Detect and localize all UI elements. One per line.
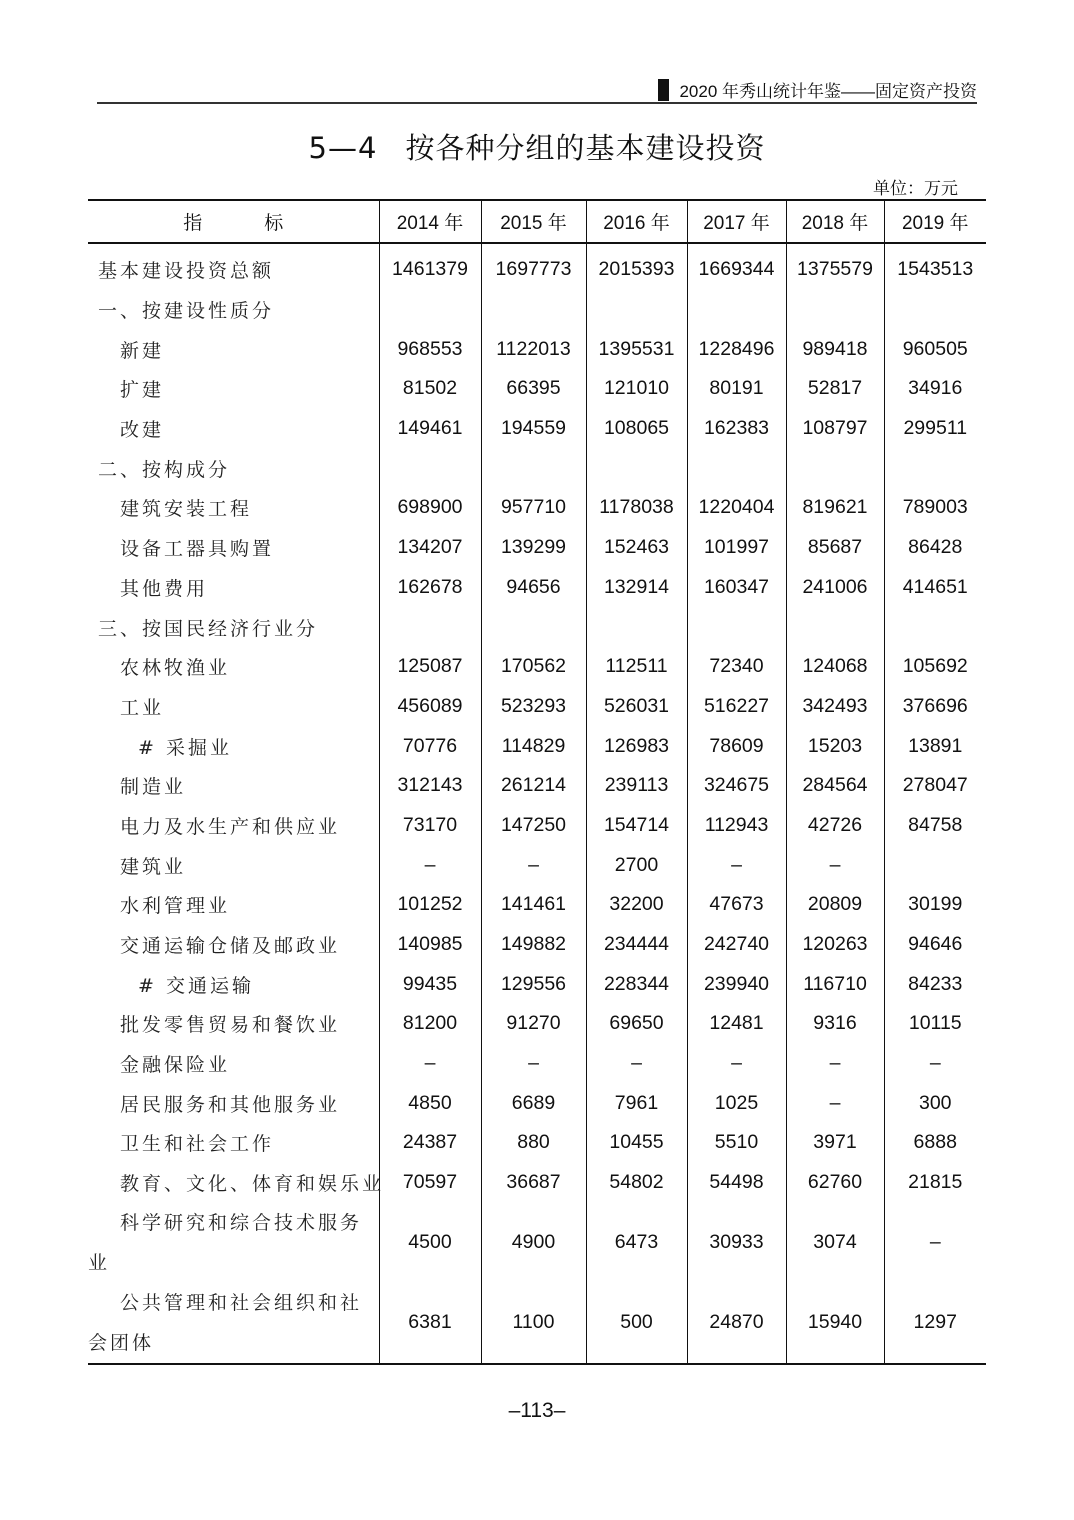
table-row: [88, 885, 986, 925]
unit-label: 单位：万元: [873, 179, 958, 199]
value-cell: 69650: [586, 1004, 687, 1044]
value-cell: 170562: [481, 647, 586, 687]
header-block-mark: [658, 79, 669, 101]
value-cell: 94656: [481, 568, 586, 608]
value-cell: 15940: [786, 1283, 884, 1364]
value-cell: –: [786, 1083, 884, 1123]
value-cell: 72340: [687, 647, 786, 687]
value-cell: 2700: [586, 845, 687, 885]
value-cell: 194559: [481, 409, 586, 449]
table-row: [88, 488, 986, 528]
value-cell: 242740: [687, 925, 786, 965]
row-label: 电力及水生产和供应业: [120, 815, 341, 838]
value-cell: 24870: [687, 1283, 786, 1364]
header-year: 2019 年: [884, 200, 986, 243]
value-cell: [586, 607, 687, 647]
value-cell: 1228496: [687, 329, 786, 369]
value-cell: 121010: [586, 369, 687, 409]
value-cell: 108797: [786, 409, 884, 449]
table-number: 5—4: [308, 131, 378, 165]
value-cell: 160347: [687, 568, 786, 608]
row-label: 制造业: [120, 776, 187, 799]
value-cell: 36687: [481, 1163, 586, 1203]
row-label-line2: 业: [88, 1251, 111, 1274]
value-cell: 12481: [687, 1004, 786, 1044]
value-cell: 86428: [884, 528, 986, 568]
value-cell: 698900: [379, 488, 481, 528]
investment-table: [88, 199, 986, 1365]
value-cell: 132914: [586, 568, 687, 608]
table-row: [88, 766, 986, 806]
row-label: [88, 1203, 379, 1283]
header-row: [88, 200, 986, 243]
value-cell: 66395: [481, 369, 586, 409]
table-row: [88, 806, 986, 846]
table-row: [88, 409, 986, 449]
value-cell: 819621: [786, 488, 884, 528]
header-year: 2015 年: [481, 200, 586, 243]
row-label: 教育、文化、体育和娱乐业: [120, 1173, 385, 1196]
table-row: [88, 726, 986, 766]
value-cell: 284564: [786, 766, 884, 806]
value-cell: 3074: [786, 1203, 884, 1283]
value-cell: 101997: [687, 528, 786, 568]
value-cell: 9316: [786, 1004, 884, 1044]
value-cell: [481, 290, 586, 330]
value-cell: 105692: [884, 647, 986, 687]
value-cell: –: [786, 845, 884, 885]
value-cell: 312143: [379, 766, 481, 806]
value-cell: 1543513: [884, 243, 986, 290]
value-cell: [481, 607, 586, 647]
table-row: [88, 243, 986, 290]
table-row: [88, 528, 986, 568]
value-cell: 125087: [379, 647, 481, 687]
value-cell: 239113: [586, 766, 687, 806]
value-cell: 162383: [687, 409, 786, 449]
value-cell: [786, 607, 884, 647]
value-cell: 1100: [481, 1283, 586, 1364]
row-label: 一、按建设性质分: [98, 300, 275, 323]
row-label: 批发零售贸易和餐饮业: [120, 1014, 341, 1037]
header-year: 2014 年: [379, 200, 481, 243]
value-cell: 81200: [379, 1004, 481, 1044]
table-title: [0, 126, 1074, 167]
value-cell: 6381: [379, 1283, 481, 1364]
value-cell: 1178038: [586, 488, 687, 528]
value-cell: 3971: [786, 1123, 884, 1163]
value-cell: 30199: [884, 885, 986, 925]
value-cell: 99435: [379, 964, 481, 1004]
running-header-text: 2020 年秀山统计年鉴——固定资产投资: [679, 82, 977, 101]
value-cell: 162678: [379, 568, 481, 608]
value-cell: 7961: [586, 1083, 687, 1123]
value-cell: [481, 448, 586, 488]
table-row: [88, 1123, 986, 1163]
value-cell: 299511: [884, 409, 986, 449]
table-row: [88, 607, 986, 647]
value-cell: 54498: [687, 1163, 786, 1203]
value-cell: [379, 290, 481, 330]
value-cell: 960505: [884, 329, 986, 369]
value-cell: 6888: [884, 1123, 986, 1163]
row-label: 农林牧渔业: [120, 657, 231, 680]
value-cell: 376696: [884, 687, 986, 727]
value-cell: 116710: [786, 964, 884, 1004]
value-cell: 5510: [687, 1123, 786, 1163]
row-label: 工业: [120, 696, 165, 719]
value-cell: 30933: [687, 1203, 786, 1283]
row-label: 二、按构成分: [98, 458, 231, 481]
row-label-line1: 科学研究和综合技术服务: [120, 1211, 363, 1234]
value-cell: 957710: [481, 488, 586, 528]
value-cell: 880: [481, 1123, 586, 1163]
row-label: 扩建: [120, 379, 165, 402]
value-cell: [786, 448, 884, 488]
value-cell: 15203: [786, 726, 884, 766]
value-cell: 126983: [586, 726, 687, 766]
row-label: # 交通运输: [138, 974, 254, 997]
table-row: [88, 1004, 986, 1044]
value-cell: 342493: [786, 687, 884, 727]
value-cell: 414651: [884, 568, 986, 608]
value-cell: –: [687, 1044, 786, 1084]
value-cell: 124068: [786, 647, 884, 687]
value-cell: 300: [884, 1083, 986, 1123]
value-cell: 84758: [884, 806, 986, 846]
value-cell: –: [379, 1044, 481, 1084]
row-label: 设备工器具购置: [120, 538, 275, 561]
value-cell: 129556: [481, 964, 586, 1004]
value-cell: 94646: [884, 925, 986, 965]
value-cell: 47673: [687, 885, 786, 925]
running-header: [97, 76, 977, 104]
value-cell: [586, 290, 687, 330]
table-row: [88, 964, 986, 1004]
table-title-text: 按各种分组的基本建设投资: [405, 131, 766, 165]
value-cell: 2015393: [586, 243, 687, 290]
value-cell: 70776: [379, 726, 481, 766]
value-cell: 526031: [586, 687, 687, 727]
table-row: [88, 329, 986, 369]
value-cell: 228344: [586, 964, 687, 1004]
value-cell: [884, 845, 986, 885]
row-label: 建筑业: [120, 855, 187, 878]
row-label: # 采掘业: [138, 736, 232, 759]
value-cell: 4850: [379, 1083, 481, 1123]
value-cell: [687, 607, 786, 647]
value-cell: –: [884, 1203, 986, 1283]
value-cell: 73170: [379, 806, 481, 846]
table-row: [88, 1044, 986, 1084]
value-cell: 234444: [586, 925, 687, 965]
row-label-line2: 会团体: [88, 1331, 155, 1354]
value-cell: 78609: [687, 726, 786, 766]
value-cell: 139299: [481, 528, 586, 568]
value-cell: 4500: [379, 1203, 481, 1283]
value-cell: 140985: [379, 925, 481, 965]
row-label: 其他费用: [120, 577, 209, 600]
value-cell: 239940: [687, 964, 786, 1004]
value-cell: 6473: [586, 1203, 687, 1283]
value-cell: 1461379: [379, 243, 481, 290]
value-cell: 456089: [379, 687, 481, 727]
row-label: 新建: [120, 339, 165, 362]
value-cell: 101252: [379, 885, 481, 925]
header-indicator: 指 标: [88, 200, 379, 243]
row-label: 居民服务和其他服务业: [120, 1093, 341, 1116]
value-cell: 134207: [379, 528, 481, 568]
value-cell: 34916: [884, 369, 986, 409]
value-cell: 1669344: [687, 243, 786, 290]
value-cell: [884, 607, 986, 647]
value-cell: 6689: [481, 1083, 586, 1123]
value-cell: 32200: [586, 885, 687, 925]
value-cell: 91270: [481, 1004, 586, 1044]
value-cell: 789003: [884, 488, 986, 528]
page-number: –113–: [508, 1399, 566, 1422]
value-cell: 13891: [884, 726, 986, 766]
value-cell: 516227: [687, 687, 786, 727]
value-cell: 147250: [481, 806, 586, 846]
table-row: [88, 1083, 986, 1123]
header-year: 2016 年: [586, 200, 687, 243]
value-cell: 80191: [687, 369, 786, 409]
value-cell: [884, 290, 986, 330]
value-cell: [379, 448, 481, 488]
value-cell: 278047: [884, 766, 986, 806]
value-cell: 10115: [884, 1004, 986, 1044]
value-cell: [687, 448, 786, 488]
header-year: 2017 年: [687, 200, 786, 243]
value-cell: 85687: [786, 528, 884, 568]
table-row: [88, 448, 986, 488]
value-cell: 120263: [786, 925, 884, 965]
row-label: 基本建设投资总额: [98, 260, 275, 283]
value-cell: 4900: [481, 1203, 586, 1283]
table-row: [88, 290, 986, 330]
value-cell: 81502: [379, 369, 481, 409]
value-cell: 70597: [379, 1163, 481, 1203]
value-cell: [379, 607, 481, 647]
row-label: 建筑安装工程: [120, 498, 253, 521]
row-label-line1: 公共管理和社会组织和社: [120, 1291, 363, 1314]
row-label: [88, 1283, 379, 1364]
row-label: 交通运输仓储及邮政业: [120, 935, 341, 958]
value-cell: 989418: [786, 329, 884, 369]
row-label: 改建: [120, 419, 165, 442]
value-cell: [786, 290, 884, 330]
value-cell: –: [379, 845, 481, 885]
value-cell: 1297: [884, 1283, 986, 1364]
value-cell: 1220404: [687, 488, 786, 528]
value-cell: –: [786, 1044, 884, 1084]
value-cell: 152463: [586, 528, 687, 568]
value-cell: 21815: [884, 1163, 986, 1203]
value-cell: –: [586, 1044, 687, 1084]
value-cell: 141461: [481, 885, 586, 925]
value-cell: 1122013: [481, 329, 586, 369]
value-cell: [586, 448, 687, 488]
row-label: 金融保险业: [120, 1054, 231, 1077]
header-year: 2018 年: [786, 200, 884, 243]
table-row: [88, 1283, 986, 1364]
table-row: [88, 1163, 986, 1203]
value-cell: –: [884, 1044, 986, 1084]
value-cell: –: [481, 845, 586, 885]
table-row: [88, 568, 986, 608]
value-cell: [884, 448, 986, 488]
table-row: [88, 1203, 986, 1283]
table-row: [88, 647, 986, 687]
table-row: [88, 687, 986, 727]
value-cell: 114829: [481, 726, 586, 766]
value-cell: 523293: [481, 687, 586, 727]
row-label: 卫生和社会工作: [120, 1133, 275, 1156]
row-label: 水利管理业: [120, 895, 231, 918]
value-cell: 52817: [786, 369, 884, 409]
value-cell: 324675: [687, 766, 786, 806]
value-cell: 24387: [379, 1123, 481, 1163]
value-cell: [687, 290, 786, 330]
value-cell: 108065: [586, 409, 687, 449]
value-cell: 54802: [586, 1163, 687, 1203]
value-cell: 42726: [786, 806, 884, 846]
row-label: 三、按国民经济行业分: [98, 617, 319, 640]
value-cell: 10455: [586, 1123, 687, 1163]
value-cell: 261214: [481, 766, 586, 806]
value-cell: 500: [586, 1283, 687, 1364]
table-row: [88, 925, 986, 965]
value-cell: 968553: [379, 329, 481, 369]
value-cell: 241006: [786, 568, 884, 608]
value-cell: 149882: [481, 925, 586, 965]
value-cell: 1395531: [586, 329, 687, 369]
value-cell: –: [481, 1044, 586, 1084]
value-cell: 1375579: [786, 243, 884, 290]
value-cell: 112511: [586, 647, 687, 687]
value-cell: 112943: [687, 806, 786, 846]
table-row: [88, 369, 986, 409]
value-cell: 62760: [786, 1163, 884, 1203]
value-cell: 20809: [786, 885, 884, 925]
value-cell: 149461: [379, 409, 481, 449]
value-cell: 84233: [884, 964, 986, 1004]
value-cell: 154714: [586, 806, 687, 846]
table-row: [88, 845, 986, 885]
value-cell: 1025: [687, 1083, 786, 1123]
value-cell: –: [687, 845, 786, 885]
value-cell: 1697773: [481, 243, 586, 290]
